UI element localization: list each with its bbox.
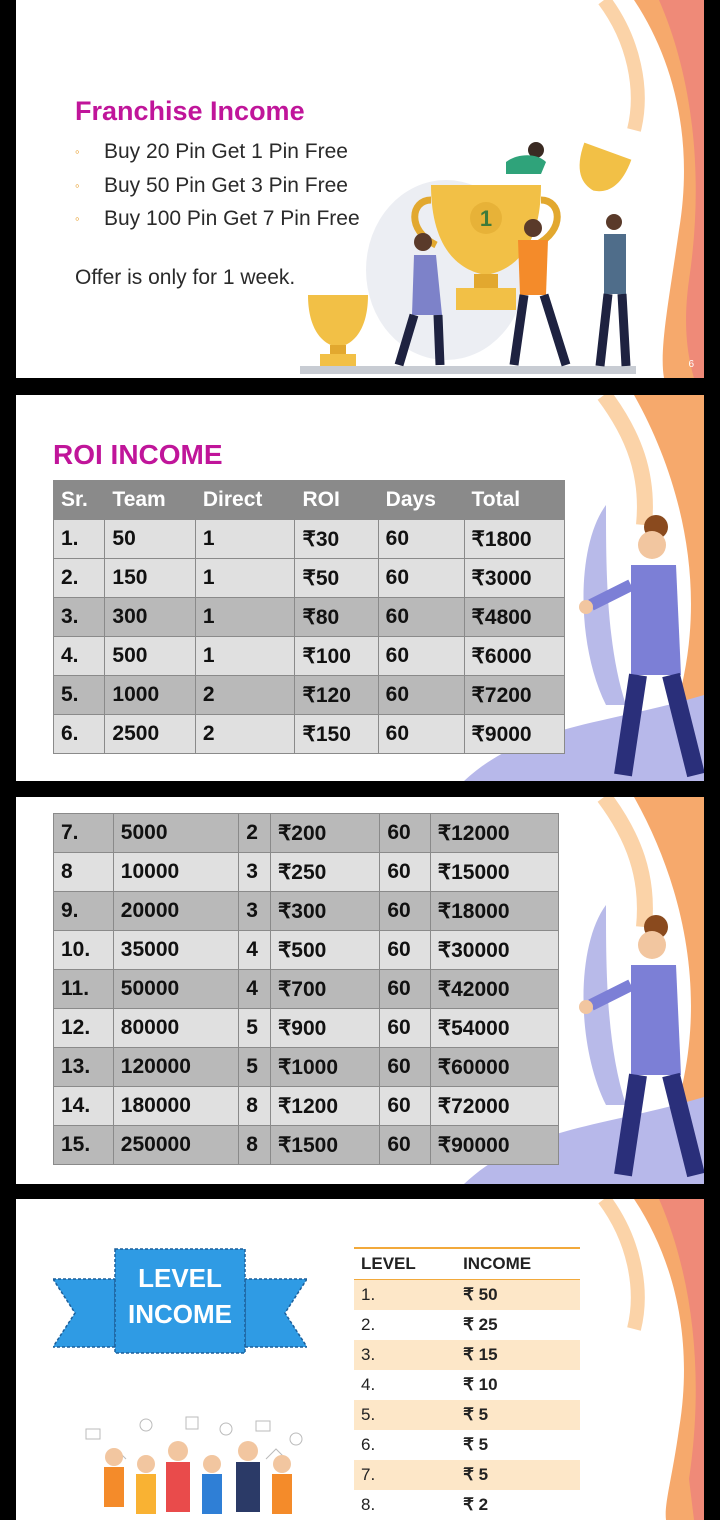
slide-roi-income	[16, 395, 704, 781]
trophy-team-illustration	[296, 140, 646, 378]
col-header: Sr.	[54, 481, 105, 520]
table-header-row	[54, 481, 565, 520]
table-row: 8 10000 3 ₹250 60 ₹15000	[54, 853, 559, 892]
col-header: LEVEL	[354, 1248, 456, 1280]
table-row: 8. ₹ 2	[361, 1495, 489, 1514]
table-row: 7. ₹ 5	[354, 1460, 580, 1490]
table-row: 5. ₹ 5	[354, 1400, 580, 1430]
slide-title: Franchise Income	[75, 96, 305, 126]
bullet-icon: ◦	[75, 211, 80, 226]
roi-table-continued	[53, 813, 559, 1165]
table-row: 11. 50000 4 ₹700 60 ₹42000	[54, 970, 559, 1009]
table-row: 9. 20000 3 ₹300 60 ₹18000	[54, 892, 559, 931]
table-row: 12. 80000 5 ₹900 60 ₹54000	[54, 1009, 559, 1048]
trophy-number: 1	[479, 206, 493, 231]
table-row: 1. 50 1 ₹30 60 ₹1800	[54, 520, 565, 559]
table-row: 13. 120000 5 ₹1000 60 ₹60000	[54, 1048, 559, 1087]
team-celebration-illustration	[66, 1409, 326, 1520]
table-row: 3. 300 1 ₹80 60 ₹4800	[54, 598, 565, 637]
presenter-woman-illustration	[566, 905, 704, 1181]
table-row: 3. ₹ 15	[354, 1340, 580, 1370]
table-row: 4. ₹ 10	[361, 1375, 498, 1394]
page-number: 6	[688, 359, 694, 370]
col-header: Direct	[195, 481, 295, 520]
table-row: 6. 2500 2 ₹150 60 ₹9000	[54, 715, 565, 754]
list-item: ◦ Buy 50 Pin Get 3 Pin Free	[75, 172, 360, 206]
slide-roi-income-continued	[16, 797, 704, 1184]
level-income-table	[354, 1247, 580, 1520]
col-header: Total	[464, 481, 564, 520]
banner-line-1: LEVEL	[138, 1263, 222, 1293]
table-row: 2. 150 1 ₹50 60 ₹3000	[54, 559, 565, 598]
orange-swoosh-decoration	[564, 1199, 704, 1520]
table-row: 7. 5000 2 ₹200 60 ₹12000	[54, 814, 559, 853]
banner-line-2: INCOME	[128, 1299, 232, 1329]
bullet-icon: ◦	[75, 144, 80, 159]
list-item: ◦ Buy 20 Pin Get 1 Pin Free	[75, 138, 360, 172]
table-header-row	[354, 1248, 580, 1280]
table-row: 14. 180000 8 ₹1200 60 ₹72000	[54, 1087, 559, 1126]
col-header: ROI	[295, 481, 378, 520]
table-row: 1. ₹ 50	[354, 1280, 580, 1311]
slide-franchise-income	[16, 0, 704, 378]
bullet-icon: ◦	[75, 177, 80, 193]
slide-title: ROI INCOME	[53, 439, 223, 470]
table-row: 5. 1000 2 ₹120 60 ₹7200	[54, 676, 565, 715]
offer-note: Offer is only for 1 week.	[75, 266, 296, 289]
slide-level-income	[16, 1199, 704, 1520]
table-row: 15. 250000 8 ₹1500 60 ₹90000	[54, 1126, 559, 1165]
table-row: 10. 35000 4 ₹500 60 ₹30000	[54, 931, 559, 970]
table-row: 6. ₹ 5	[361, 1435, 489, 1454]
col-header: INCOME	[456, 1248, 580, 1280]
table-row: 2. ₹ 25	[361, 1315, 498, 1334]
roi-table	[53, 480, 565, 754]
list-item: ◦ Buy 100 Pin Get 7 Pin Free	[75, 205, 360, 239]
col-header: Team	[105, 481, 195, 520]
table-row: 4. 500 1 ₹100 60 ₹6000	[54, 637, 565, 676]
presenter-woman-illustration	[566, 505, 704, 781]
col-header: Days	[378, 481, 464, 520]
level-income-ribbon-banner	[53, 1247, 307, 1381]
